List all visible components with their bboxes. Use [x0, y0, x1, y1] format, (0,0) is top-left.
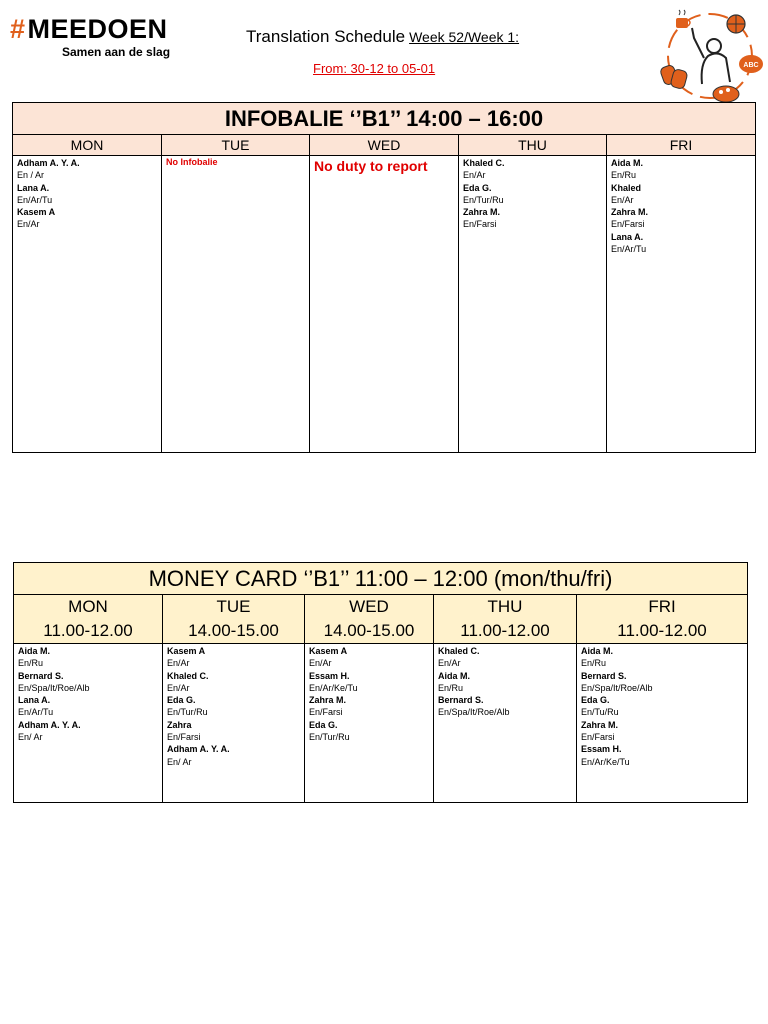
logo-name: MEEDOEN — [27, 14, 168, 44]
translator-languages: En/Ar/Tu — [611, 244, 647, 255]
translator-name: Kasem A — [309, 646, 348, 656]
translator-list — [434, 644, 576, 720]
money-day-thu-label: THU — [487, 597, 523, 616]
translator-name: Kasem A — [17, 207, 56, 218]
money-cell-tue — [163, 644, 305, 803]
svg-text:ABC: ABC — [743, 62, 759, 69]
infobalie-title: INFOBALIE ‘’B1’’ 14:00 – 16:00 — [13, 103, 756, 135]
translator-name: Essam H. — [581, 744, 622, 755]
translator-name: Adham A. Y. A. — [17, 158, 80, 168]
translator-list — [13, 156, 161, 232]
logo-tagline: Samen aan de slag — [62, 45, 171, 59]
money-day-wed-time: 14.00-15.00 — [323, 621, 415, 640]
translator-languages: En/Farsi — [167, 732, 201, 743]
translator-languages: En/Ru — [438, 682, 464, 693]
translator-languages: En/Ar — [167, 682, 190, 693]
translator-languages: En/Ar/Tu — [17, 194, 53, 205]
translator-languages: En/Tu/Ru — [581, 707, 619, 718]
money-day-mon-time: 11.00-12.00 — [43, 621, 133, 640]
translator-languages: En/Farsi — [309, 707, 343, 718]
translator-name: Zahra M. — [463, 207, 501, 218]
translator-languages: En/Ar — [463, 170, 486, 181]
translator-languages: En/Spa/It/Roe/Alb — [581, 682, 653, 693]
translator-name: Adham A. Y. A. — [18, 719, 81, 730]
translator-name: Kasem A — [167, 646, 206, 656]
infobalie-cell-thu — [459, 156, 607, 453]
translator-name: Zahra M. — [581, 719, 619, 730]
abc-bubble-icon — [739, 55, 763, 73]
money-day-tue-time: 14.00-15.00 — [188, 621, 279, 640]
translator-name: Adham A. Y. A. — [167, 744, 230, 755]
translator-languages: En/Farsi — [581, 732, 615, 743]
money-cell-thu — [434, 644, 577, 803]
translator-name: Khaled C. — [167, 670, 209, 681]
translator-languages: En/ Ar — [18, 732, 43, 743]
translator-languages: En / Ar — [17, 170, 45, 181]
no-duty-note: No duty to report — [314, 158, 428, 174]
ball-icon — [727, 15, 745, 33]
translator-name: Eda G. — [463, 182, 492, 193]
money-cell-mon — [14, 644, 163, 803]
translator-languages: En/Ar — [17, 219, 40, 230]
translator-name: Essam H. — [309, 670, 350, 681]
week-label: Week 52/Week 1: — [409, 29, 520, 45]
infobalie-day-tue: TUE — [162, 135, 310, 156]
translator-languages: En/Tur/Ru — [309, 732, 350, 743]
money-cell-fri — [577, 644, 748, 803]
logo-wordmark — [10, 14, 170, 44]
translator-languages: En/Spa/It/Roe/Alb — [438, 707, 510, 718]
infobalie-table — [12, 102, 756, 453]
money-cell-wed — [305, 644, 434, 803]
infobalie-cell-wed — [310, 156, 459, 453]
money-day-fri — [577, 595, 748, 644]
no-infobalie-note: No Infobalie — [166, 157, 218, 167]
paint-palette-icon — [713, 86, 739, 102]
infobalie-cell-tue — [162, 156, 310, 453]
date-range: From: 30-12 to 05-01 — [313, 61, 436, 76]
activities-illustration — [656, 6, 764, 104]
translator-languages: En/Ru — [18, 658, 44, 669]
person-raising-hand-icon — [692, 28, 730, 84]
money-day-mon — [14, 595, 163, 644]
infobalie-day-wed: WED — [310, 135, 459, 156]
meedoen-logo — [10, 14, 170, 59]
translator-languages: En/Farsi — [611, 219, 645, 230]
translator-languages: En/Ar — [309, 658, 332, 669]
translator-languages: En/ Ar — [167, 756, 192, 767]
money-day-wed-label: WED — [349, 597, 389, 616]
translator-list — [14, 644, 162, 744]
translator-languages: En/Ar/Ke/Tu — [309, 682, 358, 693]
translator-name: Bernard S. — [438, 695, 484, 706]
money-day-tue-label: TUE — [216, 597, 251, 616]
translator-languages: En/Spa/It/Roe/Alb — [18, 682, 90, 693]
translator-name: Lana A. — [18, 695, 51, 706]
translator-name: Aida M. — [438, 670, 471, 681]
translator-name: Zahra M. — [611, 207, 649, 218]
translator-languages: En/Ar — [438, 658, 461, 669]
money-card-title: MONEY CARD ‘’B1’’ 11:00 – 12:00 (mon/thu/fri) — [14, 563, 748, 595]
translator-name: Khaled C. — [438, 646, 480, 656]
translator-list — [459, 156, 606, 232]
translator-name: Lana A. — [17, 182, 50, 193]
translator-name: Aida M. — [581, 646, 614, 656]
translator-languages: En/Farsi — [463, 219, 497, 230]
translator-name: Eda G. — [309, 719, 338, 730]
translator-name: Aida M. — [18, 646, 51, 656]
translator-languages: En/Ar/Tu — [18, 707, 54, 718]
translator-list — [607, 156, 755, 256]
translator-languages: En/Ar/Ke/Tu — [581, 756, 630, 767]
translator-name: Eda G. — [581, 695, 610, 706]
infobalie-cell-mon — [13, 156, 162, 453]
translator-name: Aida M. — [611, 158, 644, 168]
translator-name: Zahra — [167, 719, 192, 730]
translator-name: Bernard S. — [581, 670, 627, 681]
translator-languages: En/Tur/Ru — [463, 194, 504, 205]
gloves-icon — [659, 64, 688, 89]
translator-list — [163, 644, 304, 769]
money-day-mon-label: MON — [68, 597, 108, 616]
translator-languages: En/Ar — [167, 658, 190, 669]
translator-name: Khaled — [611, 182, 642, 193]
money-card-table — [13, 562, 748, 803]
infobalie-cell-fri — [607, 156, 756, 453]
money-day-wed — [305, 595, 434, 644]
page-title: Translation Schedule — [246, 27, 406, 46]
translator-languages: En/Tur/Ru — [167, 707, 208, 718]
translator-name: Khaled C. — [463, 158, 505, 168]
infobalie-day-mon: MON — [13, 135, 162, 156]
page-header — [246, 27, 519, 47]
translator-name: Bernard S. — [18, 670, 64, 681]
money-day-thu — [434, 595, 577, 644]
translator-languages: En/Ru — [581, 658, 607, 669]
infobalie-day-fri: FRI — [607, 135, 756, 156]
translator-list — [305, 644, 433, 744]
coffee-cup-icon — [676, 10, 690, 28]
translator-languages: En/Ru — [611, 170, 637, 181]
money-day-tue — [163, 595, 305, 644]
translator-languages: En/Ar — [611, 194, 634, 205]
translator-name: Lana A. — [611, 231, 644, 242]
money-day-thu-time: 11.00-12.00 — [460, 621, 550, 640]
money-day-fri-label: FRI — [648, 597, 676, 616]
logo-hash: # — [10, 14, 26, 44]
translator-name: Eda G. — [167, 695, 196, 706]
translator-list — [577, 644, 747, 769]
money-day-fri-time: 11.00-12.00 — [617, 621, 707, 640]
translator-name: Zahra M. — [309, 695, 347, 706]
infobalie-day-thu: THU — [459, 135, 607, 156]
